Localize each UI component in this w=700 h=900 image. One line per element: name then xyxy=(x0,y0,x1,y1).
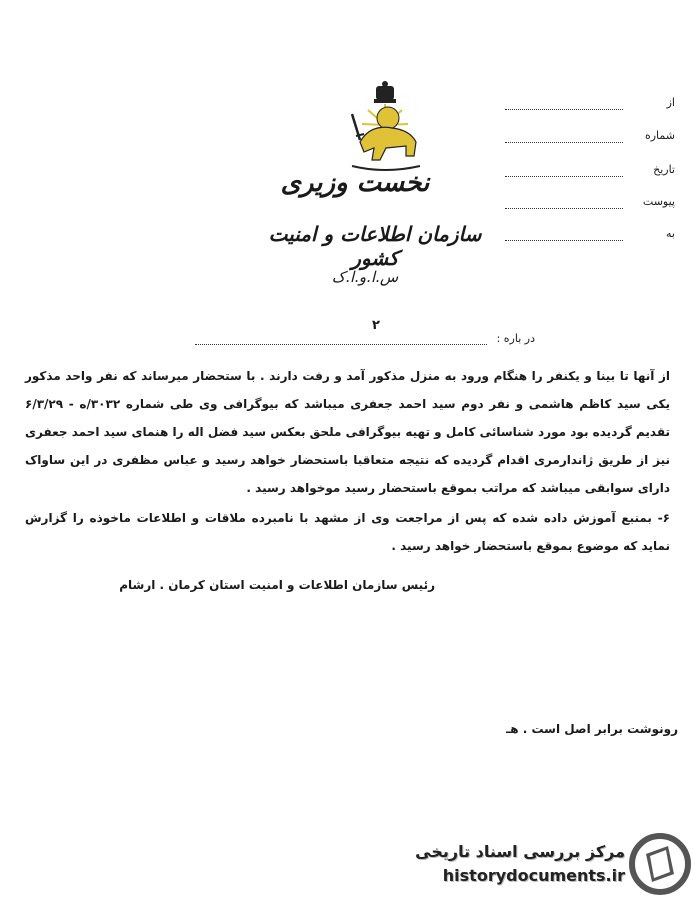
field-to xyxy=(505,225,675,245)
archive-logo-icon xyxy=(628,832,692,896)
field-attachment xyxy=(505,193,675,213)
field-number-line xyxy=(505,142,623,143)
regarding-field xyxy=(195,330,535,350)
field-number xyxy=(505,127,675,147)
field-attachment-label: پیوست xyxy=(642,195,675,208)
regarding-line xyxy=(195,344,487,345)
field-number-label: شماره xyxy=(644,129,675,142)
crown-icon xyxy=(374,81,396,103)
field-to-label: به xyxy=(666,227,675,240)
letterhead-organization: سازمان اطلاعات و امنیت کشور xyxy=(268,222,482,270)
letterhead-title: نخست وزیری xyxy=(280,168,430,198)
body-paragraph-2: ۶- بمنبع آموزش داده شده که پس از مراجعت وی از مشهد با نامبرده ملاقات و اطلاعات ماخوذه را گزارش نماید که موضوع بموقع باستحضار خواهد رسید . xyxy=(25,511,670,553)
field-date-label: تاریخ xyxy=(653,163,675,176)
letterhead-code: س.ا.و.ا.ک xyxy=(331,268,399,286)
watermark-name: مرکز بررسی اسناد تاریخی xyxy=(415,842,625,861)
page-number: ۲ xyxy=(372,318,380,333)
regarding-label: در باره : xyxy=(496,332,535,345)
body-paragraph-1: از آنها تا بینا و یکنفر را هنگام ورود به منزل مذکور آمد و رفت دارند . با ستحضار میرساند که نفر واحد مذکور یکی سید کاظم هاشمی و نفر دوم سید احمد جعفری میباشد که بیوگرافی وی طی شماره ۳۰۳۲/ه - ۶/۳/۲۹ تقدیم گردیده بود مورد شناسائی کامل و تهیه بیوگرافی ملحق بعکس سید فضل اله را هنمای سید احمد جعفری نیز از طریق ژاندارمری اقدام گردیده که نتیجه متعاقبا باستحضار خواهد رسید و عباس مظفری در این ساواک دارای سوابقی میباشد که مراتب بموقع باستحضار رسید موخواهد رسید . xyxy=(25,369,670,495)
field-attachment-line xyxy=(505,208,623,209)
signer: رئیس سازمان اطلاعات و امنیت استان کرمان . ارشام xyxy=(119,578,435,592)
lion-and-sun-emblem xyxy=(340,80,430,175)
field-date-line xyxy=(505,176,623,177)
field-from-label: از xyxy=(666,96,675,109)
field-from xyxy=(505,94,675,114)
field-date xyxy=(505,161,675,181)
copy-note: رونوشت برابر اصل است . هـ xyxy=(506,722,678,736)
letter-body xyxy=(25,362,670,560)
watermark-url: historydocuments.ir xyxy=(442,866,625,885)
field-to-line xyxy=(505,240,623,241)
field-from-line xyxy=(505,109,623,110)
